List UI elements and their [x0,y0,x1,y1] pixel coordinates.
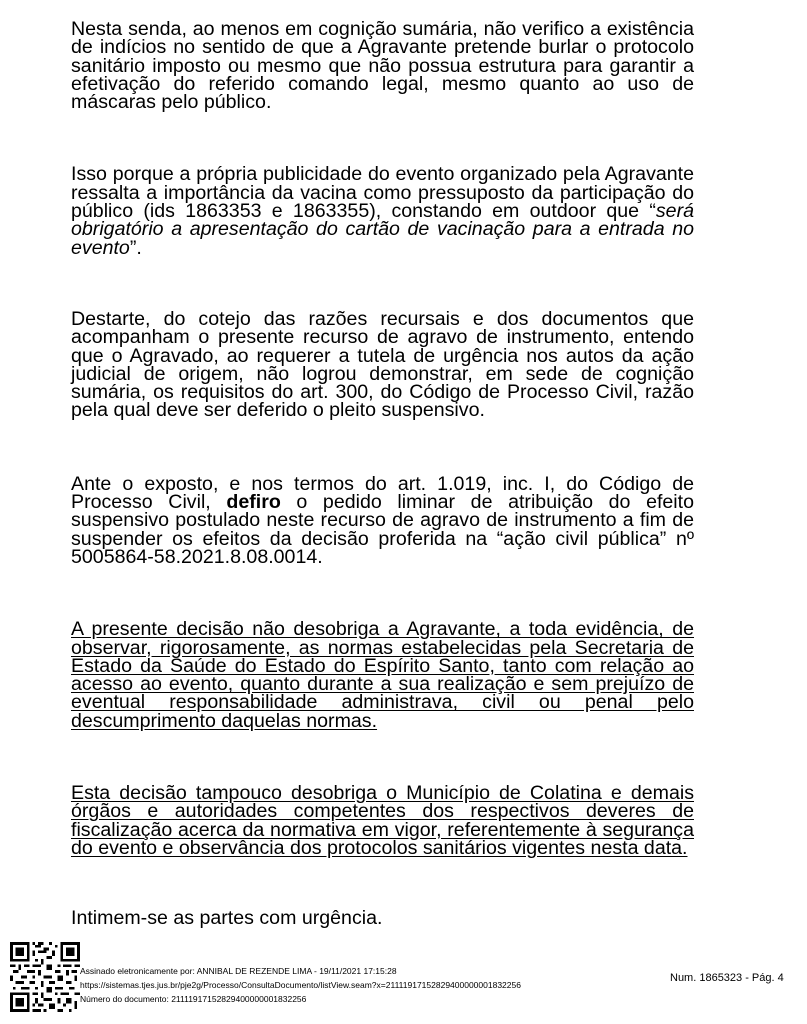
paragraph-6-underlined: Esta decisão tampouco desobriga o Município de Colatina e demais órgãos e autoridades competentes dos respectivos deveres de fiscalização acerca da normativa em vigor, referentemente à segurança do evento e observância dos protocolos sanitários vigentes nesta data. [71,782,694,859]
paragraph-4 [71,472,694,568]
signature-info [80,964,521,1006]
paragraph-4-bold-defiro: defiro [226,491,281,514]
paragraph-2-text-c: ”. [129,236,142,259]
paragraph-7: Intimem-se as partes com urgência. [71,907,383,930]
signature-footer [0,936,807,1024]
page-number: Num. 1865323 - Pág. 4 [670,972,784,984]
document-number-line: Número do documento: 21111917152829400000001832256 [80,994,307,1004]
signed-by-line: Assinado eletronicamente por: ANNIBAL DE REZENDE LIMA - 19/11/2021 17:15:28 [80,966,397,976]
qr-code-icon [10,942,80,1012]
paragraph-1: Nesta senda, ao menos em cognição sumária, não verifico a existência de indícios no sentido de que a Agravante pretende burlar o protocolo sanitário imposto ou mesmo que não possua estrutura para garantir a efetivação do referido comando legal, mesmo quanto ao uso de máscaras pelo público. [71,18,694,114]
document-url-link[interactable]: https://sistemas.tjes.jus.br/pje2g/Processo/ConsultaDocumento/listView.seam?x=21111917152829400000001832256 [80,980,521,990]
paragraph-4-text-a: Ante o exposto, e nos termos do art. 1.019, inc. I, do Código de Processo Civil, [71,472,694,514]
paragraph-2 [71,163,694,259]
paragraph-3: Destarte, do cotejo das razões recursais e dos documentos que acompanham o presente recurso de agravo de instrumento, entendo que o Agravado, ao requerer a tutela de urgência nos autos da ação judicial de origem, não logrou demonstrar, em sede de cognição sumária, os requisitos do art. 300, do Código de Processo Civil, razão pela qual deve ser deferido o pleito suspensivo. [71,307,694,422]
paragraph-5-underlined: A presente decisão não desobriga a Agravante, a toda evidência, de observar, rigorosamente, as normas estabelecidas pela Secretaria de Estado da Saúde do Estado do Espírito Santo, tanto com relação ao acesso ao evento, quanto durante a sua realização e sem prejuízo de eventual responsabilidade administrava, civil ou penal pelo descumprimento daquelas normas. [71,618,694,732]
paragraph-2-text-a: Isso porque a própria publicidade do evento organizado pela Agravante ressalta a importância da vacina como pressuposto da participação do público (ids 1863353 e 1863355), constando em outdoor que “ [71,163,694,223]
paragraph-2-quote: será obrigatório a apresentação do cartão de vacinação para a entrada no evento [71,200,694,259]
document-body [71,20,694,928]
paragraph-4-text-c: o pedido liminar de atribuição do efeito suspensivo postulado neste recurso de agravo de instrumento a fim de suspender os efeitos da decisão proferida na “ação civil pública” nº 5005864-58.2021.8.08.0014. [71,491,694,568]
